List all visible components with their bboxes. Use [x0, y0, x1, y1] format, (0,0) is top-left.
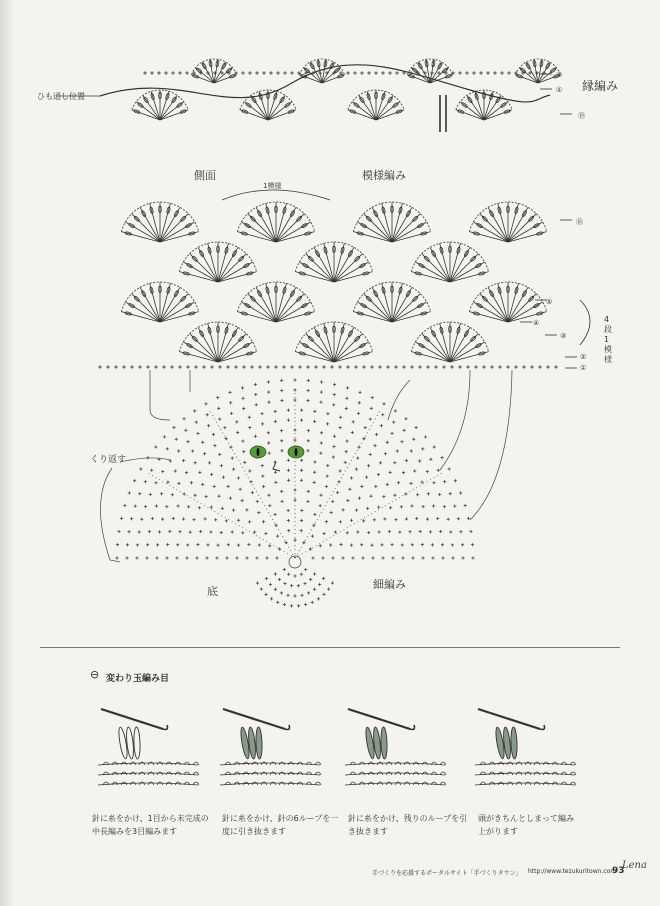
stitch-stroke — [179, 272, 218, 282]
stitch-stroke — [218, 352, 257, 362]
crochet-hook — [223, 709, 285, 729]
fabric-stitch — [270, 762, 276, 765]
stitch-stroke — [407, 75, 430, 83]
fabric-stitch — [270, 782, 276, 785]
pattern-fan — [469, 282, 546, 322]
pattern-title: 模様編み — [362, 169, 406, 182]
technique-title: 変わり玉編み目 — [106, 674, 170, 684]
pattern-row-4: ④ — [533, 319, 540, 327]
repeat-label: くり返す — [90, 455, 127, 465]
pattern-fan — [411, 242, 488, 282]
edging-lower-fan — [348, 90, 404, 120]
stitch-stroke — [160, 312, 199, 322]
edging-row-2: ② — [556, 71, 563, 79]
fabric-stitch — [270, 772, 276, 775]
stitch-stroke — [456, 110, 484, 120]
increase-guide — [295, 411, 380, 558]
stitch-stroke — [538, 68, 556, 83]
cat-nose — [273, 462, 280, 471]
stitch-stroke — [191, 75, 214, 83]
string-position-label: ひも通し位置 — [37, 92, 85, 101]
fabric-stitch — [139, 772, 145, 775]
stitch-stroke — [520, 68, 538, 83]
stitch-stroke — [160, 110, 188, 120]
edging-row-19: ⑲ — [578, 112, 585, 120]
repeat-arrow — [120, 458, 170, 462]
one-repeat-bracket — [222, 190, 330, 200]
step-3-illustration — [340, 695, 450, 795]
hook-tip — [285, 725, 290, 730]
fabric-stitch — [386, 762, 392, 765]
stitch-stroke — [467, 95, 484, 120]
pattern-row-1-stitches — [98, 365, 558, 369]
stitch-stroke — [218, 272, 257, 282]
stitch-stroke — [196, 68, 214, 83]
stitch-stroke — [484, 110, 512, 120]
edging-upper-fan — [515, 59, 563, 83]
stitch-stroke — [268, 110, 296, 120]
stitch-stroke — [276, 312, 315, 322]
edging-upper-fan — [299, 59, 344, 83]
stitch-stroke — [334, 272, 373, 282]
edging-lower-fan — [240, 90, 296, 120]
stitch-stroke — [244, 102, 268, 120]
stitch-stroke — [411, 352, 450, 362]
stitch-stroke — [353, 232, 392, 242]
pattern-fan — [469, 202, 546, 242]
brand-logo: Lena — [622, 860, 647, 871]
stitch-stroke — [469, 232, 508, 242]
fabric-stitch — [261, 762, 267, 765]
yarn-loop — [133, 727, 140, 759]
hook-tip — [163, 725, 168, 730]
fabric-stitch — [148, 772, 154, 775]
edging-chart — [60, 59, 572, 132]
fabric-stitch — [395, 762, 401, 765]
fabric-stitch — [395, 772, 401, 775]
stitch-stroke — [469, 312, 508, 322]
fabric-stitch — [386, 772, 392, 775]
fabric-stitch — [261, 772, 267, 775]
pattern-fan — [353, 202, 430, 242]
step-2-illustration — [215, 695, 325, 795]
stitch-stroke — [276, 232, 315, 242]
stitch-stroke — [240, 110, 268, 120]
stitch-stroke — [348, 110, 376, 120]
pattern-fan — [121, 282, 198, 322]
increase-guide — [148, 473, 295, 558]
stitch-stroke — [450, 352, 489, 362]
increase-guide — [295, 473, 442, 558]
fabric-stitch — [148, 782, 154, 785]
pattern-fan — [237, 282, 314, 322]
chain-arc — [515, 59, 560, 75]
stitch-stroke — [160, 102, 184, 120]
pattern-chart — [98, 190, 590, 369]
yarn-loop — [255, 727, 262, 759]
fabric-stitch — [516, 762, 522, 765]
step-2-caption: 針に糸をかけ、針の6ループを一度に引き抜きます — [222, 814, 339, 836]
stitch-stroke — [160, 232, 199, 242]
pattern-row-2: ② — [580, 353, 587, 361]
stitch-stroke — [237, 232, 276, 242]
pattern-row-3: ③ — [560, 332, 567, 340]
pattern-fan — [179, 242, 256, 282]
edging-title: 縁編み — [582, 79, 619, 93]
yarn-loop — [510, 727, 517, 759]
crochet-hook — [348, 709, 410, 729]
stitch-stroke — [136, 102, 160, 120]
pattern-fan — [411, 322, 488, 362]
fabric-stitch — [139, 762, 145, 765]
bottom-chart — [115, 378, 474, 607]
fabric-stitch — [525, 762, 531, 765]
leader — [388, 380, 410, 420]
footer-site: 手づくりを応援するポータルサイト「手づくりタウン」 — [372, 870, 522, 877]
repeat-bracket — [100, 468, 120, 562]
string-drop — [440, 95, 446, 132]
stitch-stroke — [334, 352, 373, 362]
hook-tip — [410, 725, 415, 730]
section-divider — [40, 647, 620, 648]
side-label: 側面 — [194, 169, 216, 182]
pattern-row-1: ① — [580, 364, 587, 372]
step-3-caption: 針に糸をかけ、残りのループを引き抜きます — [348, 814, 468, 836]
stitch-stroke — [132, 110, 160, 120]
cat-pupil — [257, 448, 260, 456]
pattern-fan — [179, 322, 256, 362]
edging-lower-fan — [456, 90, 512, 120]
cat-pupil — [295, 448, 298, 456]
pattern-row-18: ⑱ — [576, 218, 583, 226]
stitch-stroke — [508, 232, 547, 242]
stitch-stroke — [268, 95, 285, 120]
stitch-stroke — [237, 312, 276, 322]
stitch-stroke — [450, 272, 489, 282]
stitch-stroke — [251, 95, 268, 120]
sc-label: 細編み — [373, 578, 406, 591]
stitch-stroke — [508, 312, 547, 322]
stitch-stroke — [214, 68, 232, 83]
step-4-illustration — [470, 695, 580, 795]
fabric-stitch — [386, 782, 392, 785]
fabric-stitch — [261, 782, 267, 785]
stitch-stroke — [295, 352, 334, 362]
four-row-bracket — [580, 300, 590, 345]
stitch-stroke — [352, 102, 376, 120]
stitch-stroke — [295, 272, 334, 282]
pattern-fan — [295, 242, 372, 282]
stitch-stroke — [121, 312, 160, 322]
stitch-stroke — [412, 68, 430, 83]
pattern-fan — [237, 202, 314, 242]
step-1-illustration — [93, 695, 203, 795]
stitch-stroke — [121, 232, 160, 242]
page-number: 93 — [612, 866, 625, 876]
edging-upper-fan — [191, 59, 236, 83]
stitch-stroke — [322, 68, 340, 83]
stitch-stroke — [392, 232, 431, 242]
fabric-stitch — [139, 782, 145, 785]
leader — [440, 370, 470, 470]
yarn-loop — [380, 727, 387, 759]
one-repeat-label: 1模様 — [263, 182, 282, 190]
fabric-stitch — [148, 762, 154, 765]
fabric-stitch — [525, 772, 531, 775]
pattern-row-5: ⑤ — [546, 298, 553, 306]
stitch-stroke — [460, 102, 484, 120]
fabric-stitch — [516, 772, 522, 775]
leader-lines — [100, 370, 512, 562]
puff-stitch-symbol: ⊖ — [90, 668, 100, 681]
pattern-fan — [353, 282, 430, 322]
stitch-stroke — [376, 102, 400, 120]
stitch-stroke — [143, 95, 160, 120]
stitch-stroke — [160, 95, 177, 120]
increase-guide — [210, 411, 295, 558]
stitch-stroke — [484, 102, 508, 120]
fabric-stitch — [516, 782, 522, 785]
fabric-stitch — [525, 782, 531, 785]
stitch-stroke — [359, 95, 376, 120]
stitch-stroke — [484, 95, 501, 120]
bottom-label: 底 — [207, 585, 218, 598]
stitch-stroke — [214, 75, 237, 83]
stitch-stroke — [376, 110, 404, 120]
fabric-stitch — [395, 782, 401, 785]
stitch-stroke — [299, 75, 322, 83]
pattern-fan — [295, 322, 372, 362]
crochet-hook — [101, 709, 163, 729]
edging-lower-fan — [132, 90, 188, 120]
step-1-caption: 針に糸をかけ、1目から未完成の中長編みを3目編みます — [92, 814, 209, 836]
crochet-hook — [478, 709, 540, 729]
step-4-caption: 頭がきちんとしまって編み上がります — [478, 814, 574, 836]
stitch-stroke — [353, 312, 392, 322]
leader — [150, 370, 170, 420]
stitch-stroke — [515, 75, 538, 83]
stitch-stroke — [179, 352, 218, 362]
footer-url: http://www.tezukuritown.com — [528, 868, 617, 875]
stitch-stroke — [411, 272, 450, 282]
leader — [470, 370, 512, 520]
stitch-stroke — [268, 102, 292, 120]
hook-tip — [540, 725, 545, 730]
edging-upper-fan — [407, 59, 452, 83]
edging-row-1: ① — [556, 86, 563, 94]
stitch-stroke — [376, 95, 393, 120]
pattern-fan — [121, 202, 198, 242]
chain-arc — [191, 59, 236, 75]
four-rows-one-repeat-label: 4段1模様 — [604, 315, 612, 364]
stitch-stroke — [322, 75, 345, 83]
stitch-stroke — [392, 312, 431, 322]
